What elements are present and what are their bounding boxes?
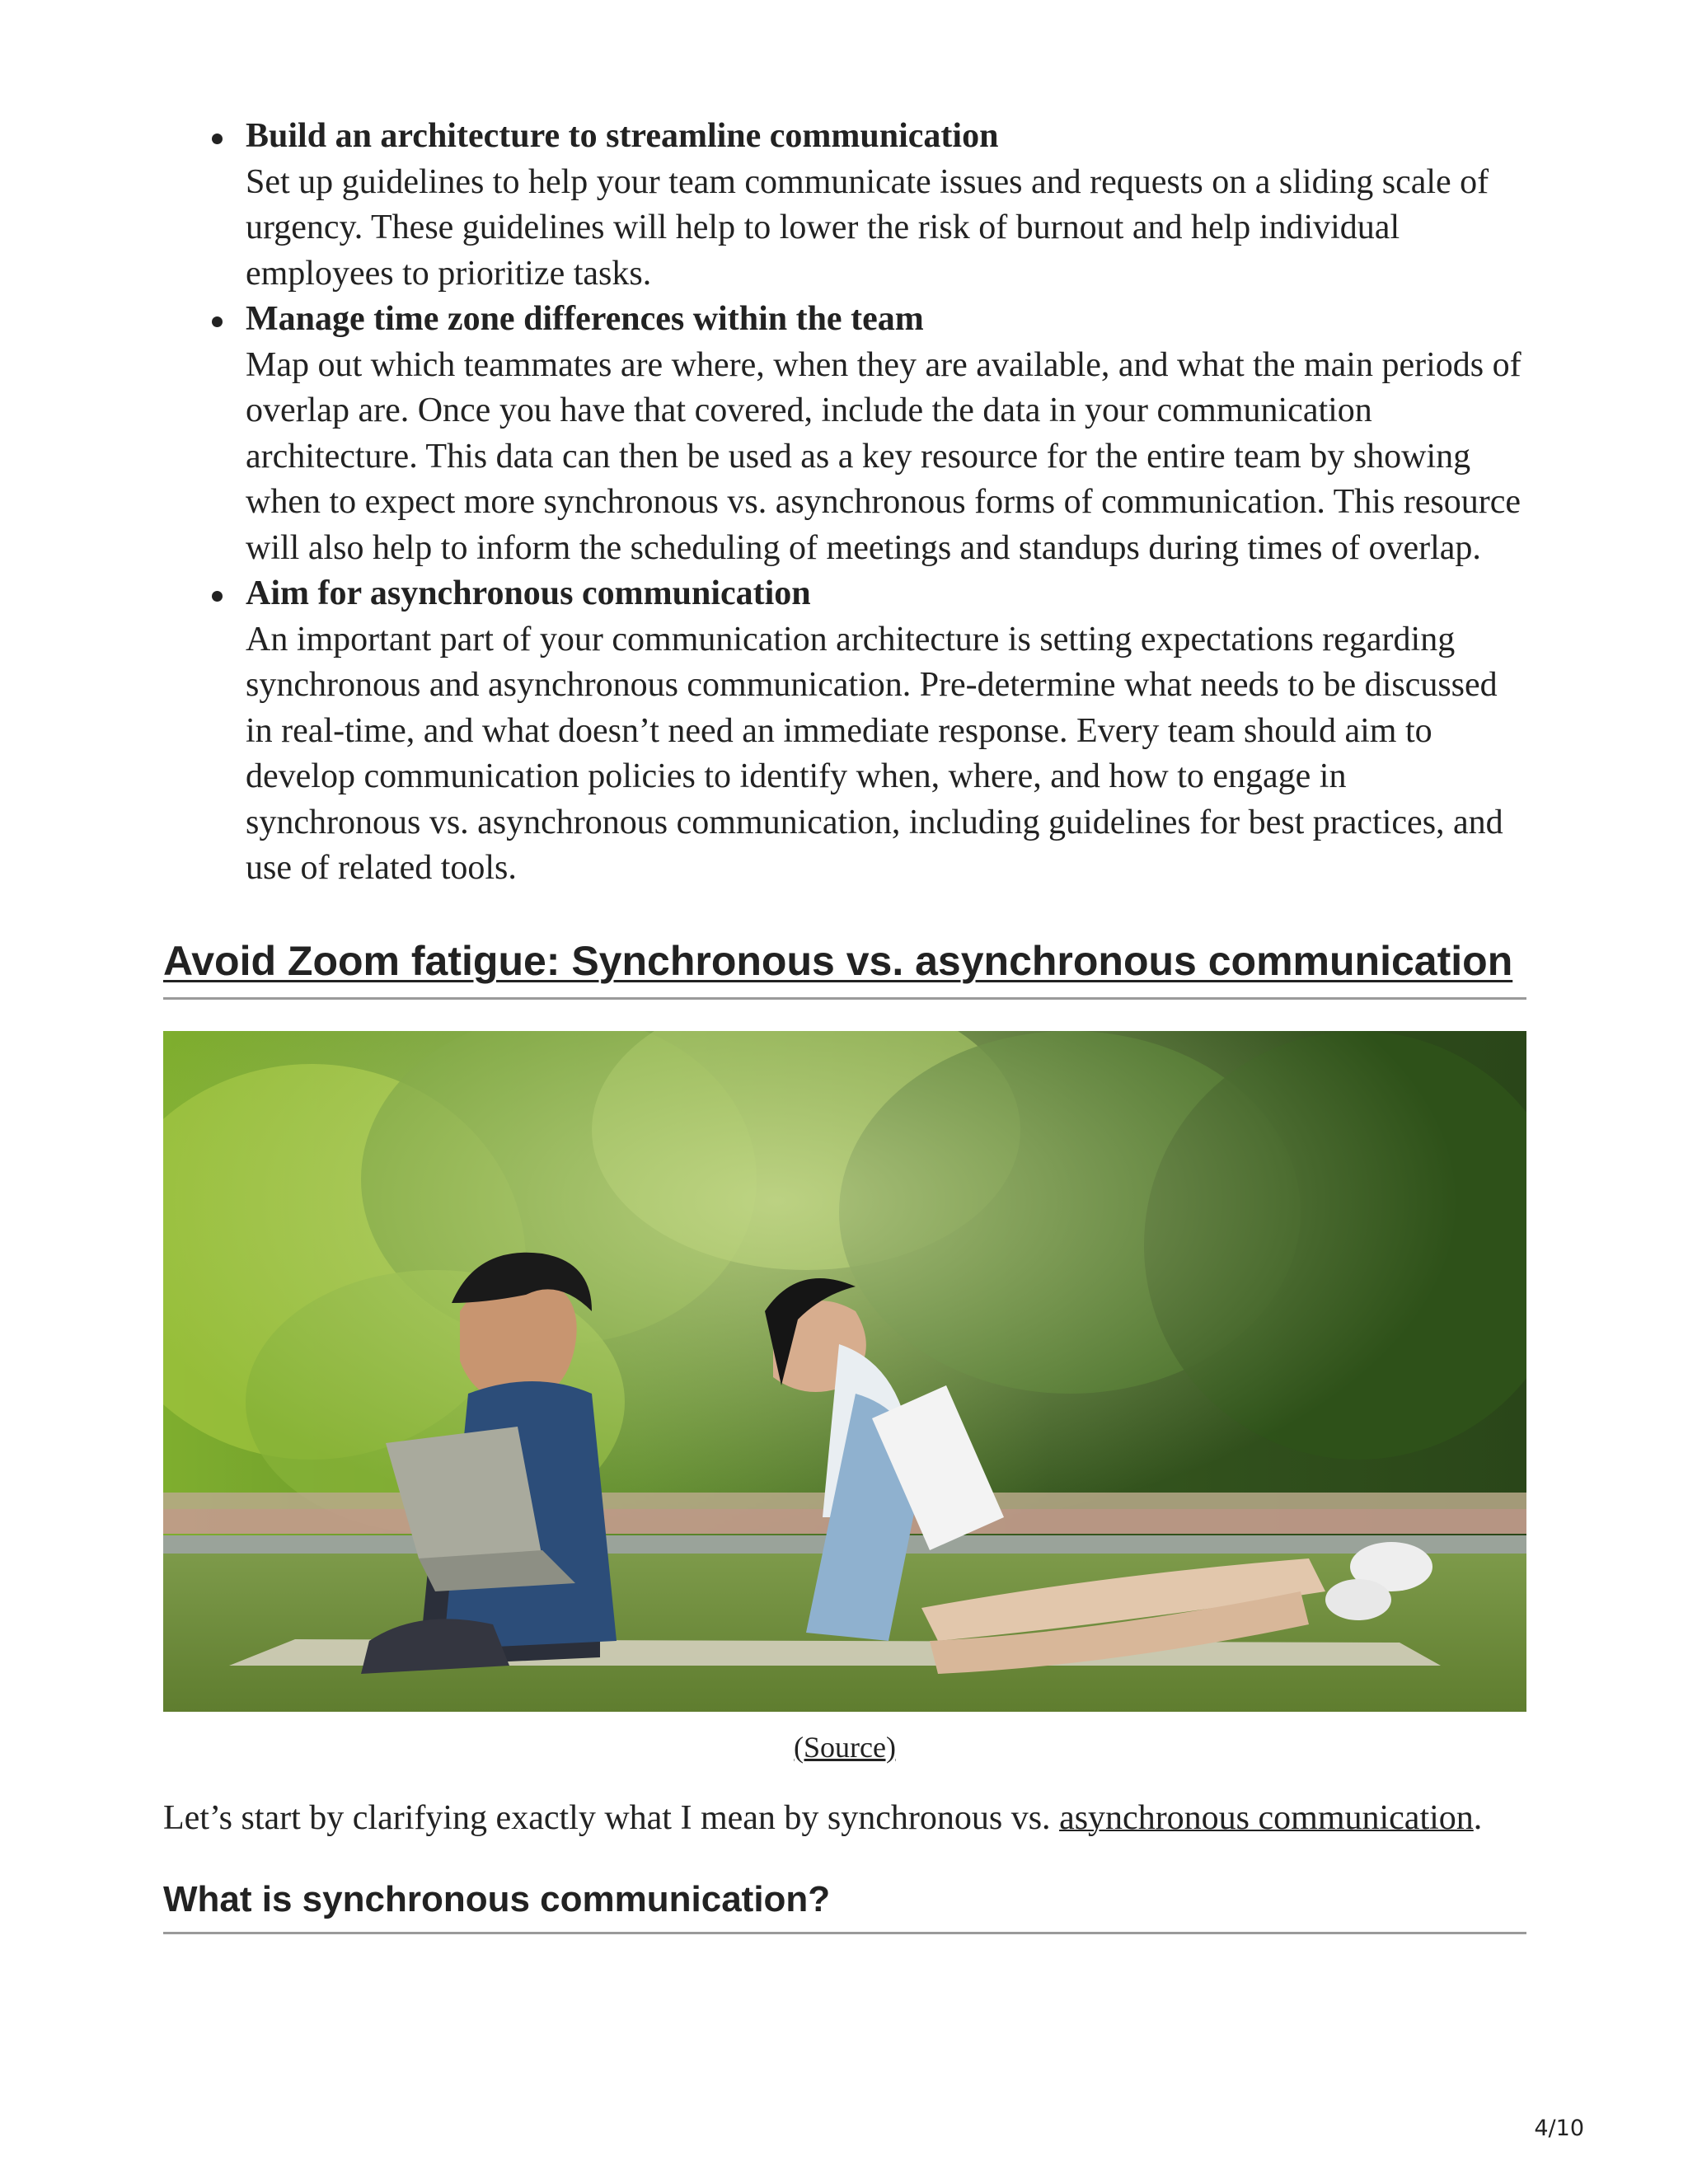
tips-list xyxy=(163,114,1526,892)
document-page xyxy=(163,114,1526,1934)
list-item-body: An important part of your communication architecture is setting expectations regarding synchronous and asynchronous communication. Pre-determine what needs to be discussed in real-time, and what doesn’t need an immediate response. Every team should aim to develop communication policies to identify when, where, and how to engage in synchronous vs. asynchronous communication, including guidelines for best practices, and use of related tools. xyxy=(246,620,1503,887)
list-item xyxy=(246,297,1526,571)
list-item-title: Build an architecture to streamline communication xyxy=(246,117,999,155)
intro-text-end: . xyxy=(1473,1798,1483,1837)
bullet-icon xyxy=(212,134,223,144)
list-item-title: Aim for asynchronous communication xyxy=(246,574,811,612)
subsection-heading: What is synchronous communication? xyxy=(163,1877,1526,1934)
photo-illustration xyxy=(163,1031,1526,1712)
list-item-body: Set up guidelines to help your team communicate issues and requests on a sliding scale of urgency. These guidelines will help to lower the risk of burnout and help individual employees to prioritize tasks. xyxy=(246,162,1489,293)
list-item xyxy=(246,114,1526,297)
list-item-title: Manage time zone differences within the team xyxy=(246,300,924,338)
image-source-link[interactable]: (Source) xyxy=(794,1730,896,1764)
bullet-icon xyxy=(212,591,223,602)
asynchronous-communication-link[interactable]: asynchronous communication xyxy=(1059,1798,1474,1837)
list-item-body: Map out which teammates are where, when they are available, and what the main periods of overlap are. Once you have that covered, include the data in your communication architecture. This data can then be used as a key resource for the entire team by showing when to expect more synchronous vs. asynchronous forms of communication. This resource will also help to inform the scheduling of meetings and standups during times of overlap. xyxy=(246,345,1522,567)
intro-text: Let’s start by clarifying exactly what I mean by synchronous vs. xyxy=(163,1798,1060,1837)
intro-paragraph xyxy=(163,1796,1526,1842)
page-number: 4/10 xyxy=(1534,2116,1584,2141)
bullet-icon xyxy=(212,316,223,327)
section-heading: Avoid Zoom fatigue: Synchronous vs. asynchronous communication xyxy=(163,936,1526,1000)
article-photo xyxy=(163,1031,1526,1712)
list-item xyxy=(246,571,1526,892)
